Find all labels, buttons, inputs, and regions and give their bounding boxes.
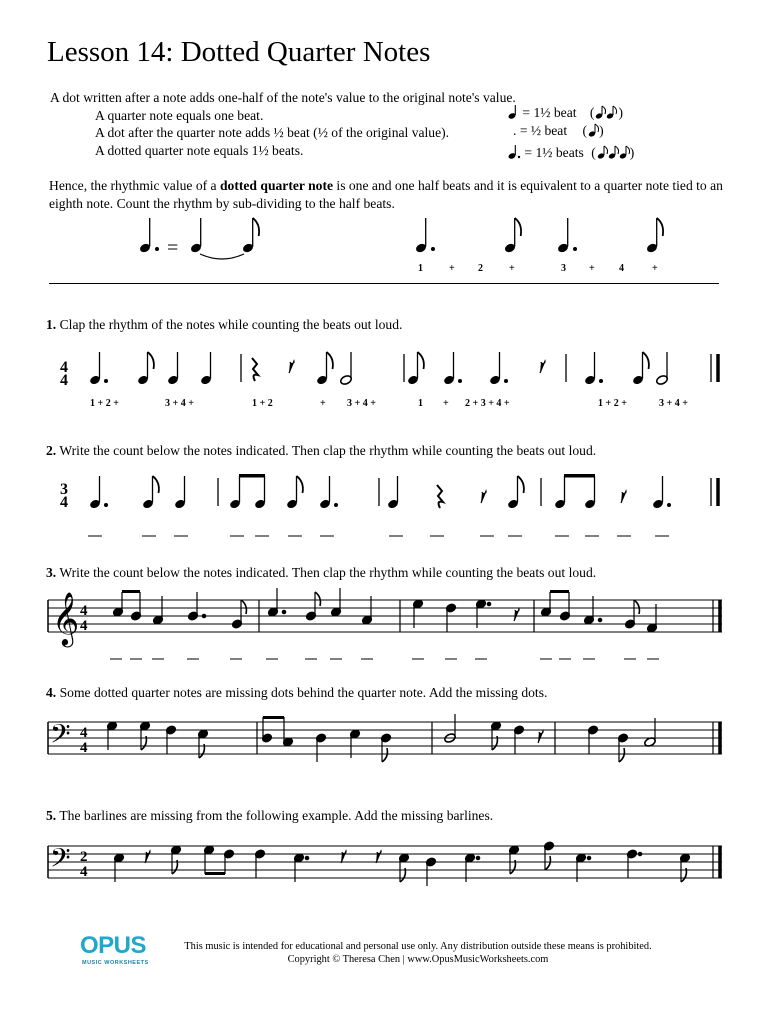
count-label: 3 + 4 + xyxy=(165,398,194,409)
question-number: 3. xyxy=(46,565,57,580)
question-5 xyxy=(46,808,493,824)
count-label: 3 + 4 + xyxy=(659,398,688,409)
equation-dot: . = ½ beat ( ) xyxy=(513,123,604,138)
staff-lines xyxy=(48,600,722,632)
svg-text:4: 4 xyxy=(60,372,68,389)
count-label: + xyxy=(652,263,658,274)
equation-quarter: = 1½ beat ( ) xyxy=(507,104,623,121)
intro-line-1: A dot written after a note adds one-half of the note's value to the original note's value. xyxy=(50,90,516,105)
time-signature: 3 xyxy=(60,481,68,498)
explanation-text-b: is one and one half beats and it is equivalent to a quarter note tied to an eighth note. Count the rhythm by sub-dividing to the half beats. xyxy=(49,178,723,211)
count-label: 1 + 2 + xyxy=(598,398,627,409)
equation-dot-text: = ½ beat xyxy=(519,123,568,138)
count-label: 1 + 2 xyxy=(252,398,273,409)
equals-sign: = xyxy=(167,237,179,259)
count-label: 1 xyxy=(418,263,423,274)
question-text: Some dotted quarter notes are missing dots behind the quarter note. Add the missing dots. xyxy=(59,685,548,700)
question-4 xyxy=(46,685,547,701)
count-label: 2 + 3 + 4 + xyxy=(465,398,510,409)
equation-quarter-text: = 1½ beat xyxy=(522,105,577,120)
rhythm-line-2 xyxy=(0,468,768,548)
explanation-paragraph xyxy=(49,177,729,213)
footer xyxy=(158,940,678,966)
explanation-text-a: Hence, the rhythmic value of a xyxy=(49,178,220,193)
logo-subtitle: MUSIC WORKSHEETS xyxy=(82,960,149,966)
svg-text:4: 4 xyxy=(80,864,88,880)
footer-copyright: Copyright © Theresa Chen | www.OpusMusicWorksheets.com xyxy=(287,954,549,965)
svg-text:4: 4 xyxy=(80,740,88,756)
count-label: 2 xyxy=(478,263,483,274)
count-label: + xyxy=(589,263,595,274)
logo-word: OPUS xyxy=(80,932,147,959)
count-label: 1 xyxy=(418,398,423,409)
three-eighths-icon xyxy=(596,144,630,160)
question-text: Clap the rhythm of the notes while counting the beats out loud. xyxy=(59,317,403,332)
section-divider xyxy=(49,283,719,284)
count-label: + xyxy=(449,263,455,274)
count-label: + xyxy=(443,398,449,409)
count-label: 3 xyxy=(561,263,566,274)
quarter-tied-eighth xyxy=(190,218,259,259)
question-text: The barlines are missing from the following example. Add the missing barlines. xyxy=(59,808,494,823)
svg-text:4: 4 xyxy=(80,618,88,634)
time-signature: 4 xyxy=(80,725,88,741)
explanation-bold: dotted quarter note xyxy=(219,178,334,193)
rhythm-line-1 xyxy=(0,340,768,420)
svg-text:4: 4 xyxy=(60,494,68,511)
two-eighths-icon xyxy=(594,104,618,120)
question-text: Write the count below the notes indicated. Then clap the rhythm while counting the beats out loud. xyxy=(59,443,597,458)
equation-dotted-quarter-text: = 1½ beats xyxy=(524,145,584,160)
quarter-note-icon xyxy=(507,104,519,120)
staff-bass-1 xyxy=(0,712,768,772)
intro-line-3: A dot after the quarter note adds ½ beat (½ of the original value). xyxy=(95,125,450,140)
staff-bass-2 xyxy=(0,832,768,892)
question-3 xyxy=(46,565,596,581)
count-label: + xyxy=(320,398,326,409)
bass-notes-2 xyxy=(113,841,720,886)
question-number: 4. xyxy=(46,685,57,700)
count-label: 3 + 4 + xyxy=(347,398,376,409)
eighth-note-icon xyxy=(587,122,599,138)
dotted-quarter-note-icon xyxy=(507,144,521,160)
dotted-quarter-symbol xyxy=(139,218,159,254)
count-label: 4 xyxy=(619,263,624,274)
question-text: Write the count below the notes indicated. Then clap the rhythm while counting the beats out loud. xyxy=(59,565,597,580)
page-title: Lesson 14: Dotted Quarter Notes xyxy=(47,36,431,68)
intro-line-2: A quarter note equals one beat. xyxy=(95,107,264,123)
question-2 xyxy=(46,443,596,459)
counts-row xyxy=(90,398,688,409)
example-counts xyxy=(418,263,658,274)
staff-treble xyxy=(0,586,768,668)
time-signature: 4 xyxy=(60,359,68,376)
footer-notice: This music is intended for educational and personal use only. Any distribution outside these means is prohibited. xyxy=(184,941,652,952)
time-signature: 2 xyxy=(80,849,88,865)
treble-notes xyxy=(112,588,720,633)
equation-dotted-quarter: = 1½ beats ( ) xyxy=(507,144,634,161)
question-number: 2. xyxy=(46,443,57,458)
question-number: 1. xyxy=(46,317,57,332)
time-signature: 4 xyxy=(80,603,88,619)
intro-line-4: A dotted quarter note equals 1½ beats. xyxy=(95,142,304,158)
question-1 xyxy=(46,317,402,333)
count-label: + xyxy=(509,263,515,274)
bass-clef-icon: 𝄢 xyxy=(50,719,71,755)
bass-clef-icon: 𝄢 xyxy=(50,843,71,879)
opus-logo xyxy=(80,932,152,974)
example-notation xyxy=(0,210,768,282)
question-number: 5. xyxy=(46,808,57,823)
example-rhythm xyxy=(415,218,663,254)
count-label: 1 + 2 + xyxy=(90,398,119,409)
treble-clef-icon: 𝄞 xyxy=(52,593,80,644)
